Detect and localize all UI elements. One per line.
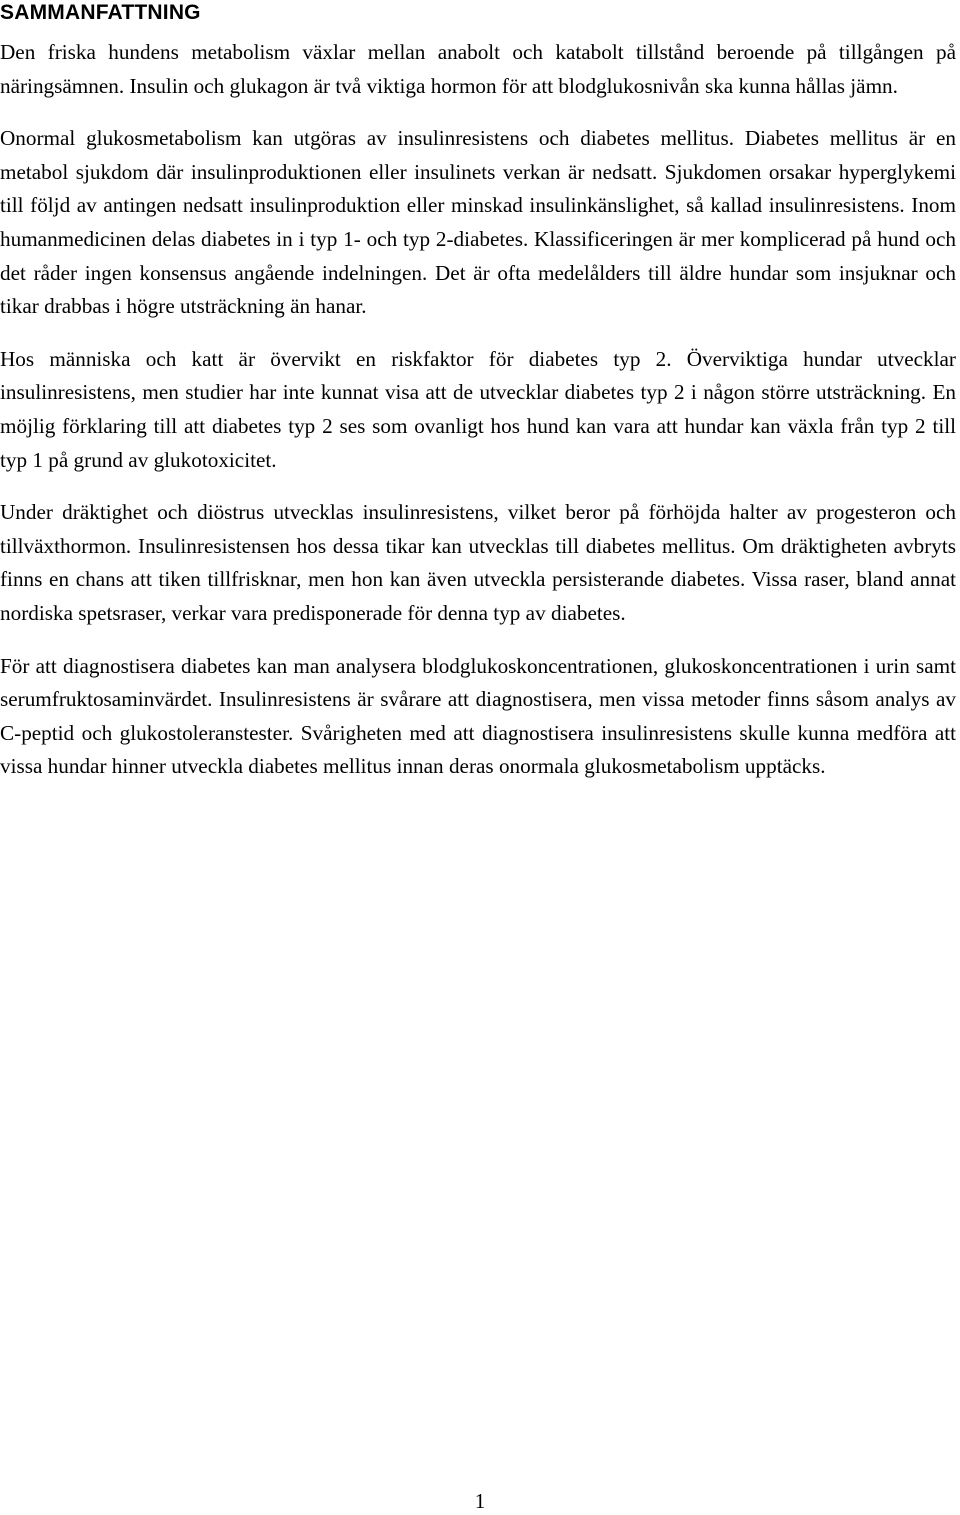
section-heading: SAMMANFATTNING bbox=[0, 1, 201, 24]
page-number: 1 bbox=[474, 1489, 486, 1513]
paragraph-metabolism: Den friska hundens metabolism växlar mellan anabolt och katabolt tillstånd beroende på tillgången på näringsämnen. Insulin och glukagon är två viktiga hormon för att blodglukosnivån ska kunna hållas jämn. bbox=[0, 40, 956, 98]
paragraph-overweight-risk: Hos människa och katt är övervikt en riskfaktor för diabetes typ 2. Överviktiga hundar utvecklar insulinresistens, men studier har inte kunnat visa att de utvecklar diabetes typ 2 i någon större utsträckning. En möjlig förklaring till att diabetes typ 2 ses som ovanligt hos hund kan vara att hundar kan växla från typ 2 till typ 1 på grund av glukotoxicitet. bbox=[0, 346, 956, 472]
paragraph-diagnosis: För att diagnostisera diabetes kan man analysera blodglukoskoncentrationen, glukoskoncentrationen i urin samt serumfruktosaminvärdet. Insulinresistens är svårare att diagnostisera, men vissa metoder finns såsom analys av C-peptid och glukostoleranstester. Svårigheten med att diagnostisera insulinresistens skulle kunna medföra att vissa hundar hinner utveckla diabetes mellitus innan deras onormala glukosmetabolism upptäcks. bbox=[0, 653, 956, 779]
summary-body bbox=[0, 36, 956, 784]
paragraph-pregnancy-diestrus: Under dräktighet och diöstrus utvecklas insulinresistens, vilket beror på förhöjda halter av progesteron och tillväxthormon. Insulinresistensen hos dessa tikar kan utvecklas till diabetes mellitus. Om dräktigheten avbryts finns en chans att tiken tillfrisknar, men hon kan även utveckla persisterande diabetes. Vissa raser, bland annat nordiska spetsraser, verkar vara predisponerade för denna typ av diabetes. bbox=[0, 500, 956, 625]
paragraph-abnormal-glucose-metabolism: Onormal glukosmetabolism kan utgöras av insulinresistens och diabetes mellitus. Diabetes mellitus är en metabol sjukdom där insulinproduktionen eller insulinets verkan är nedsatt. Sjukdomen orsakar hyperglykemi till följd av antingen nedsatt insulinproduktion eller minskad insulinkänslighet, så kallad insulinresistens. Inom humanmedicinen delas diabetes in i typ 1- och typ 2-diabetes. Klassificeringen är mer komplicerad på hund och det råder ingen konsensus angående indelningen. Det är ofta medelålders till äldre hundar som insjuknar och tikar drabbas i högre utsträckning än hanar. bbox=[0, 126, 956, 319]
